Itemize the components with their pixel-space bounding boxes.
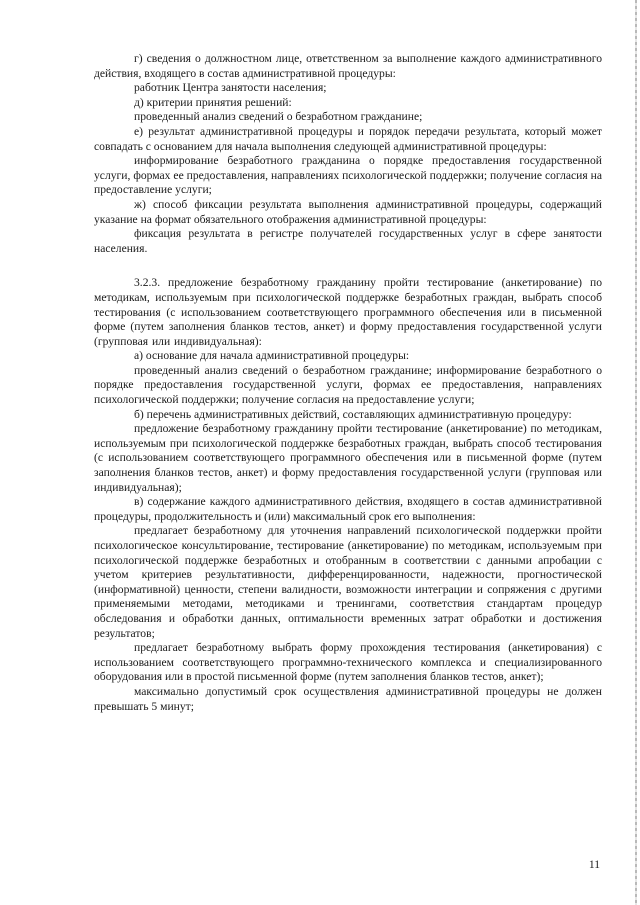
- paragraph-b-actions-list: б) перечень административных действий, составляющих административную процедуру:: [134, 407, 572, 421]
- paragraph-v-action-content: в) содержание каждого административного действия, входящего в состав административной процедуры, продолжительность и (или) максимальный срок его выполнения:: [94, 495, 602, 523]
- paragraph-analysis-done: проведенный анализ сведений о безработном гражданине;: [134, 110, 423, 124]
- page-number: 11: [588, 858, 600, 871]
- paragraph-testing-offer: предложение безработному гражданину пройти тестирование (анкетирование) по методикам, используемым при психологической поддержке безработных граждан, выбрать способ тестирования (с использованием соответствующего программного обеспечения или в письменной форме (путем заполнения бланков тестов, анкет) и форму предоставления государственной услуги (групповая или индивидуальная);: [94, 422, 602, 494]
- document-body: [94, 52, 602, 714]
- paragraph-center-employee: работник Центра занятости населения;: [134, 81, 327, 95]
- paragraph-max-duration: максимально допустимый срок осуществления административной процедуры не должен превышать 5 минут;: [94, 684, 602, 713]
- paragraph-a-basis: а) основание для начала административной процедуры:: [134, 349, 410, 363]
- paragraph-registry-fixation: фиксация результата в регистре получателей государственных услуг в сфере занятости населения.: [94, 227, 602, 255]
- paragraph-e-result: е) результат административной процедуры и порядок передачи результата, который может совпадать с основанием для начала выполнения следующей административной процедуры:: [94, 124, 602, 153]
- paragraph-consultation-offer: предлагает безработному для уточнения направлений психологической поддержки пройти психологическое консультирование, тестирование (анкетирование) по методикам, используемым при психологической поддержке безработных и отобранным в соответствии с данными апробации с учетом критериев результативности, дифференцированности, надежности, прогностической (информативной) ценности, степени валидности, возможности интеграции и сопряжения с другими применяемыми методами, методиками и тренингами, соответствия стандартам процедур обследования и обработки данных, оптимальности временных затрат обработки и достижения результатов;: [94, 524, 602, 640]
- paragraph-zh-fixation-method: ж) способ фиксации результата выполнения административной процедуры, содержащий указание на формат обязательного отображения административной процедуры:: [94, 197, 602, 226]
- paragraph-informing: информирование безработного гражданина о порядке предоставления государственной услуги, формах ее предоставления, направлениях психологической поддержки; получение согласия на предоставление услуги;: [94, 154, 602, 197]
- section-3-2-3-heading: 3.2.3. предложение безработному гражданину пройти тестирование (анкетирование) по методикам, используемым при психологической поддержке безработных граждан, выбрать способ тестирования (с использованием соответствующего программного обеспечения или в письменной форме (путем заполнения бланков тестов, анкет) и форму предоставления государственной услуги (групповая или индивидуальная):: [94, 276, 602, 348]
- paragraph-test-form-choice: предлагает безработному выбрать форму прохождения тестирования (анкетирования) с использованием соответствующего программно-технического комплекса и специализированного оборудования или в простой письменной форме (путем заполнения бланков тестов, анкет);: [94, 641, 602, 684]
- paragraph-d-decision-criteria: д) критерии принятия решений:: [134, 95, 292, 109]
- paragraph-g-responsible-person: г) сведения о должностном лице, ответственном за выполнение каждого административного действия, входящего в состав административной процедуры:: [94, 52, 602, 80]
- paragraph-analysis-informing: проведенный анализ сведений о безработном гражданине; информирование безработного о порядке предоставления государственной услуги, формах ее предоставления, направлениях психологической поддержки; получение согласия на предоставление услуги;: [94, 363, 602, 407]
- scan-edge-artifact: [635, 0, 637, 905]
